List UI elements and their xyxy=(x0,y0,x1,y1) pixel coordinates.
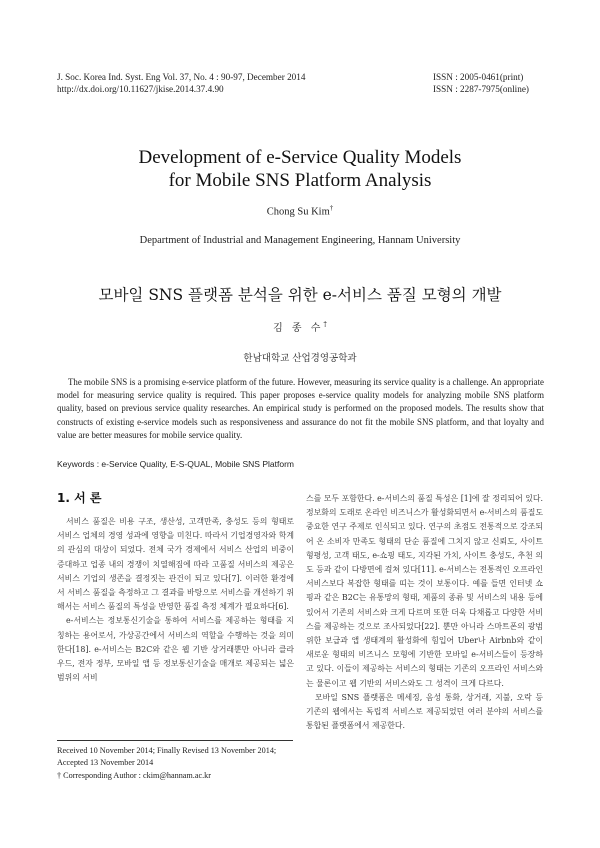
body-paragraph: 서비스 품질은 비용 구조, 생산성, 고객만족, 충성도 등의 형태로 서비스 업체의 경영 성과에 영향을 미친다. 따라서 기업경영자와 학계의 관심의 대상이 되었다. 전체 국가 경제에서 서비스 산업의 비중이 증대하고 업종 내의 경쟁이 치열해짐에 따라 고품질 서비스의 제공은 서비스 기업의 생존을 결정짓는 관건이 되고 있다[7]. 이러한 환경에서 서비스 품질을 측정하고 그 결과를 바탕으로 서비스를 개선하기 위해서는 서비스 품질의 특성을 반영한 품질 측정 체계가 필요하다[6]. xyxy=(57,517,294,612)
korean-author-name: 김 종 수 xyxy=(273,323,324,334)
keywords xyxy=(57,459,544,469)
footnote-divider xyxy=(57,740,293,741)
section-heading: 1. 서 론 xyxy=(57,491,102,505)
issn-print: ISSN : 2005-0461(print) xyxy=(433,72,524,82)
keywords-separator: : xyxy=(94,459,102,469)
issn-block xyxy=(433,71,529,95)
corresponding-author: † Corresponding Author : ckim@hannam.ac.kr xyxy=(57,770,211,780)
paper-title-line2: for Mobile SNS Platform Analysis xyxy=(168,170,432,191)
keywords-text: e-Service Quality, E-S-QUAL, Mobile SNS Platform xyxy=(101,459,294,469)
journal-citation: J. Soc. Korea Ind. Syst. Eng Vol. 37, No. 4 : 90-97, December 2014 xyxy=(57,72,306,82)
body-paragraph: 모바일 SNS 플랫폼은 메세징, 음성 통화, 상거래, 지불, 오락 등 기존의 웹에서는 독립적 서비스로 제공되었던 여러 분야의 서비스를 통합된 플랫폼에서 제공한다. xyxy=(306,692,543,731)
korean-affiliation: 한남대학교 산업경영공학과 xyxy=(243,353,357,364)
keywords-label: Keywords xyxy=(57,459,95,469)
accepted-date: Accepted 13 November 2014 xyxy=(57,758,154,768)
paper-title-line1: Development of e-Service Quality Models xyxy=(138,147,462,168)
korean-corresponding-mark: † xyxy=(323,320,327,329)
paper-title xyxy=(0,146,600,192)
body-paragraph: e-서비스는 정보통신기술을 통하여 서비스를 제공하는 형태를 지칭하는 용어로서, 가상공간에서 서비스의 역할을 수행하는 것을 의미한다[18]. e-서비스는 B2C와 같은 웹 기반 상거래뿐만 아니라 클라우드, 전자 정부, 모바일 앱 등 정보통신기술을 매개로 제공되는 넓은 범위의 서비 xyxy=(57,616,294,683)
corresponding-mark: † xyxy=(329,204,334,212)
doi-link[interactable]: http://dx.doi.org/10.11627/jkise.2014.37.4.90 xyxy=(57,84,224,94)
body-paragraph: 스를 모두 포함한다. e-서비스의 품질 특성은 [1]에 잘 정리되어 있다. 정보화의 도래로 온라인 비즈니스가 활성화되면서 e-서비스의 품질도 중요한 연구 주제로 인식되고 있다. 연구의 초점도 전통적으로 강조되어 온 소비자 만족도 형태의 단순 품질에 그치지 않고 신뢰도, 사이트 형평성, 고객 태도, e-쇼핑 태도, 지각된 가치, 사이트 충성도, 추천 의도 등과 같이 다방면에 걸쳐 있다[11]. e-서비스는 전통적인 오프라인 서비스보다 복잡한 형태를 띠는 것이 보통이다. 예를 들면 인터넷 쇼핑과 같은 B2C는 유통망의 형태, 제품의 종류 및 서비스의 내용 등에 있어서 기존의 서비스와 크게 다르며 또한 더욱 다채롭고 다양한 서비스를 제공하는 것으로 조사되었다[22]. 뿐만 아니라 스마트폰의 광범위한 보급과 앱 생태계의 활성화에 힘입어 Uber나 Airbnb와 같이 새로운 형태의 비즈니스 모형에 기반한 모바일 e-서비스들이 등장하고 있다. 이들이 제공하는 서비스의 형태는 기존의 오프라인 서비스와는 물론이고 웹 기반의 서비스와도 그 성격이 크게 다르다. xyxy=(306,494,543,688)
korean-title: 모바일 SNS 플랫폼 분석을 위한 e-서비스 품질 모형의 개발 xyxy=(98,286,502,304)
author-affiliation: Department of Industrial and Management Engineering, Hannam University xyxy=(139,235,461,246)
issn-online: ISSN : 2287-7975(online) xyxy=(433,84,529,94)
author-name: Chong Su Kim xyxy=(266,206,330,218)
footnote xyxy=(57,745,294,782)
author-line xyxy=(0,204,600,218)
abstract: The mobile SNS is a promising e-service platform of the future. However, measuring its service quality is a challenge. An appropriate model for measuring service quality is required. This paper proposes e-service quality models for analyzing mobile SNS platform quality, based on previous service quality researches. An empirical study is performed on the proposed models. The results show that constructs of existing e-service models such as responsiveness and assurance do not fit the mobile SNS platform, and that loyalty and value are better measures for mobile service quality. xyxy=(57,377,544,440)
journal-header xyxy=(57,71,305,95)
korean-author-line xyxy=(0,319,600,334)
received-date: Received 10 November 2014; Finally Revised 13 November 2014; xyxy=(57,746,277,755)
right-column xyxy=(306,492,543,733)
left-column xyxy=(57,490,294,685)
